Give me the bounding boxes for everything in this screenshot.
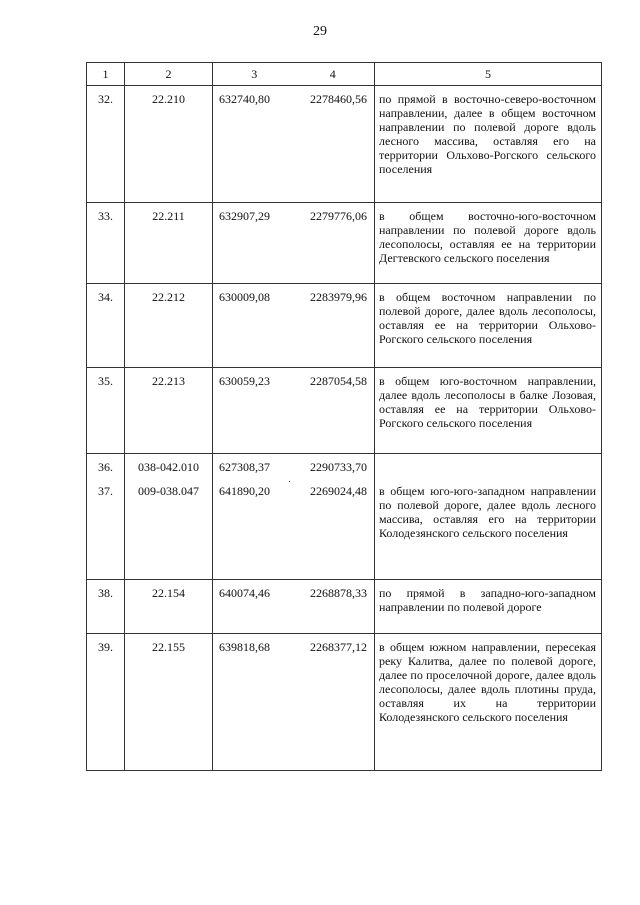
- coord-y: 2279776,06: [310, 209, 367, 223]
- description-cell: [375, 368, 602, 454]
- table-row: [87, 580, 602, 634]
- row-number: 32.: [87, 86, 125, 203]
- point-code-pair: [125, 454, 213, 580]
- row-number: 33.: [87, 203, 125, 284]
- point-code: 22.211: [125, 203, 213, 284]
- table-row: [87, 368, 602, 454]
- coord-x: 641890,20: [219, 484, 270, 498]
- description-cell: [375, 284, 602, 368]
- row-number-pair: [87, 454, 125, 580]
- coordinates: [213, 634, 375, 771]
- table-row: [87, 86, 602, 203]
- header-col-4: 4: [329, 67, 336, 81]
- coord-x: 632740,80: [219, 92, 270, 106]
- header-col-1: 1: [87, 63, 125, 86]
- page-number: 29: [313, 24, 327, 39]
- coord-y: 2283979,96: [310, 290, 367, 304]
- table-header-row: [87, 63, 602, 86]
- coord-y: 2268878,33: [310, 586, 367, 600]
- coordinates: [213, 284, 375, 368]
- description: по прямой в западно-юго-западном направлении по полевой дороге: [379, 586, 596, 614]
- coord-x: 640074,46: [219, 586, 270, 600]
- row-number: 39.: [87, 634, 125, 771]
- description-cell: [375, 203, 602, 284]
- description: в общем юго-восточном направлении, далее вдоль лесополосы в балке Лозовая, оставляя ее на территории Ольхово-Рогского сельского поселения: [379, 374, 596, 430]
- coord-y: 2287054,58: [310, 374, 367, 388]
- row-number: 35.: [87, 368, 125, 454]
- description: в общем южном направлении, пересекая реку Калитва, далее по полевой дороге, далее по проселочной дороге, далее вдоль лесополосы, далее вдоль плотины пруда, оставляя их на территории Колодезянского сельского поселения: [379, 640, 596, 724]
- coord-y: 2268377,12: [310, 640, 367, 654]
- row-number: 34.: [87, 284, 125, 368]
- description-cell: [375, 634, 602, 771]
- coordinates: [213, 454, 375, 580]
- description-cell: [375, 580, 602, 634]
- coordinates: [213, 580, 375, 634]
- header-col-5: 5: [375, 63, 602, 86]
- header-col-3: 3: [251, 67, 258, 81]
- header-col-2: 2: [125, 63, 213, 86]
- table-row: [87, 284, 602, 368]
- coordinates: [213, 86, 375, 203]
- coord-x: 627308,37: [219, 460, 270, 474]
- description: по прямой в восточно-северо-восточном направлении, далее в общем восточном направлении по полевой дороге вдоль лесного массива, оставляя его на территории Ольхово-Рогского сельского поселения: [379, 92, 596, 176]
- coord-x: 630009,08: [219, 290, 270, 304]
- point-code: 22.212: [125, 284, 213, 368]
- coord-y: 2278460,56: [310, 92, 367, 106]
- description: в общем юго-юго-западном направлении по полевой дороге, далее вдоль лесного массива, оставляя его на территории Колодезянского сельского поселения: [379, 484, 596, 540]
- point-code: 009-038.047: [138, 484, 199, 498]
- coord-y: 2290733,70: [310, 460, 367, 474]
- coordinates: [213, 203, 375, 284]
- row-number: 38.: [87, 580, 125, 634]
- point-code: 22.154: [125, 580, 213, 634]
- point-code: 038-042.010: [138, 460, 199, 474]
- point-code: 22.155: [125, 634, 213, 771]
- point-code: 22.213: [125, 368, 213, 454]
- coord-x: 632907,29: [219, 209, 270, 223]
- coord-x: 630059,23: [219, 374, 270, 388]
- row-number: 36.: [98, 460, 113, 474]
- table-row: [87, 203, 602, 284]
- coord-y: 2269024,48: [310, 484, 367, 498]
- description-cell: [375, 454, 602, 580]
- description: в общем восточно-юго-восточном направлении по полевой дороге вдоль лесополосы, оставляя ее на территории Дегтевского сельского поселения: [379, 209, 596, 265]
- header-col-3-4: [213, 63, 375, 86]
- boundary-table: [86, 62, 602, 771]
- scan-speck: [289, 481, 290, 482]
- table-row: [87, 634, 602, 771]
- description-cell: [375, 86, 602, 203]
- table-row: [87, 454, 602, 580]
- coord-x: 639818,68: [219, 640, 270, 654]
- coordinates: [213, 368, 375, 454]
- row-number: 37.: [98, 484, 113, 498]
- description: в общем восточном направлении по полевой дороге, далее вдоль лесополосы, оставляя ее на территории Ольхово-Рогского сельского поселения: [379, 290, 596, 346]
- point-code: 22.210: [125, 86, 213, 203]
